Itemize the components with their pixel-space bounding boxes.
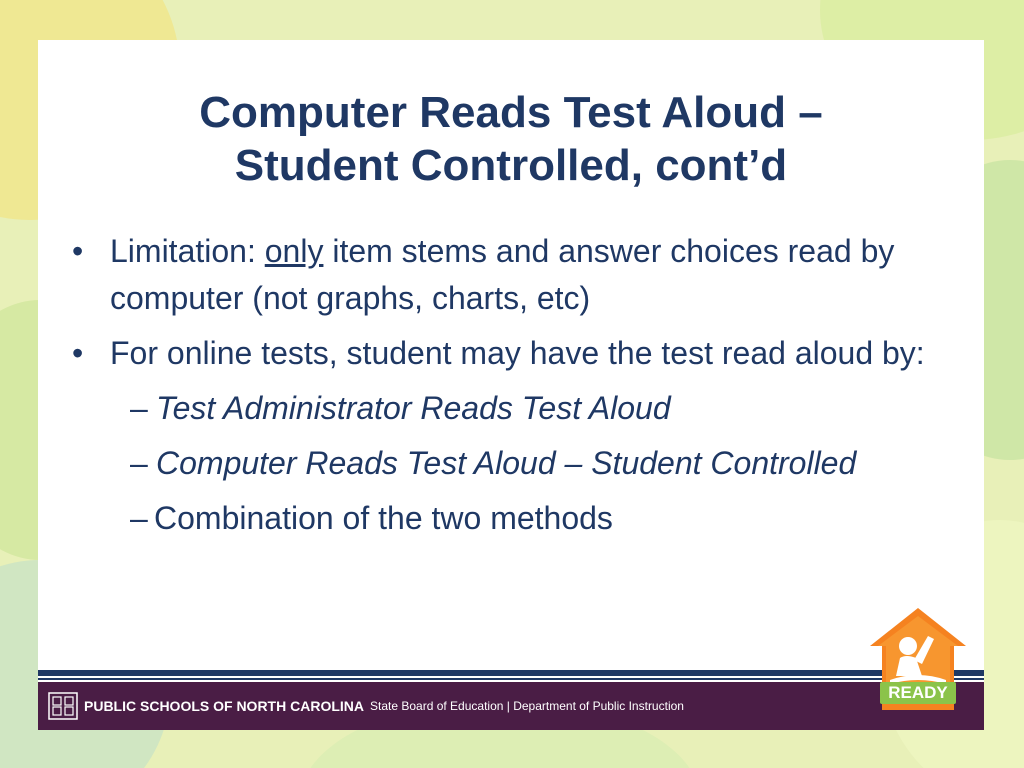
ready-logo-label: READY [880,682,956,704]
underlined-word: only [264,233,324,269]
footer-rule-thin [38,678,984,680]
bullet-item-online-tests [72,330,972,377]
sub-item-text: Combination of the two methods [154,500,613,536]
bullet-item-limitation [72,228,972,322]
sub-item-administrator [72,385,972,432]
sub-item-computer [72,440,972,487]
footer-bar [38,682,984,730]
bullet-glyph: • [72,233,84,269]
sub-item-text: Test Administrator Reads Test Aloud [156,390,671,426]
title-line-2: Student Controlled, cont’d [234,141,788,190]
dash-glyph: – [130,500,148,536]
bullet-glyph: • [72,335,84,371]
bullet-text: For online tests, student may have the test read aloud by: [110,335,925,371]
slide-body [72,228,972,550]
title-line-1: Computer Reads Test Aloud – [199,88,823,137]
footer-org-name: PUBLIC SCHOOLS OF NORTH CAROLINA [84,698,364,714]
footer-rule-thick [38,670,984,676]
bullet-prefix: Limitation: [110,233,265,269]
dash-glyph: – [130,445,148,481]
dash-glyph: – [130,390,148,426]
slide-title [38,86,984,192]
footer-department: State Board of Education | Department of Public Instruction [370,699,684,713]
sub-item-text: Computer Reads Test Aloud – Student Controlled [156,445,857,481]
nc-seal-icon [48,692,78,720]
slide-panel [38,40,984,730]
bullet-suffix: item stems and answer choices read by computer (not graphs, charts, etc) [110,233,895,316]
sub-item-combination [72,495,972,542]
